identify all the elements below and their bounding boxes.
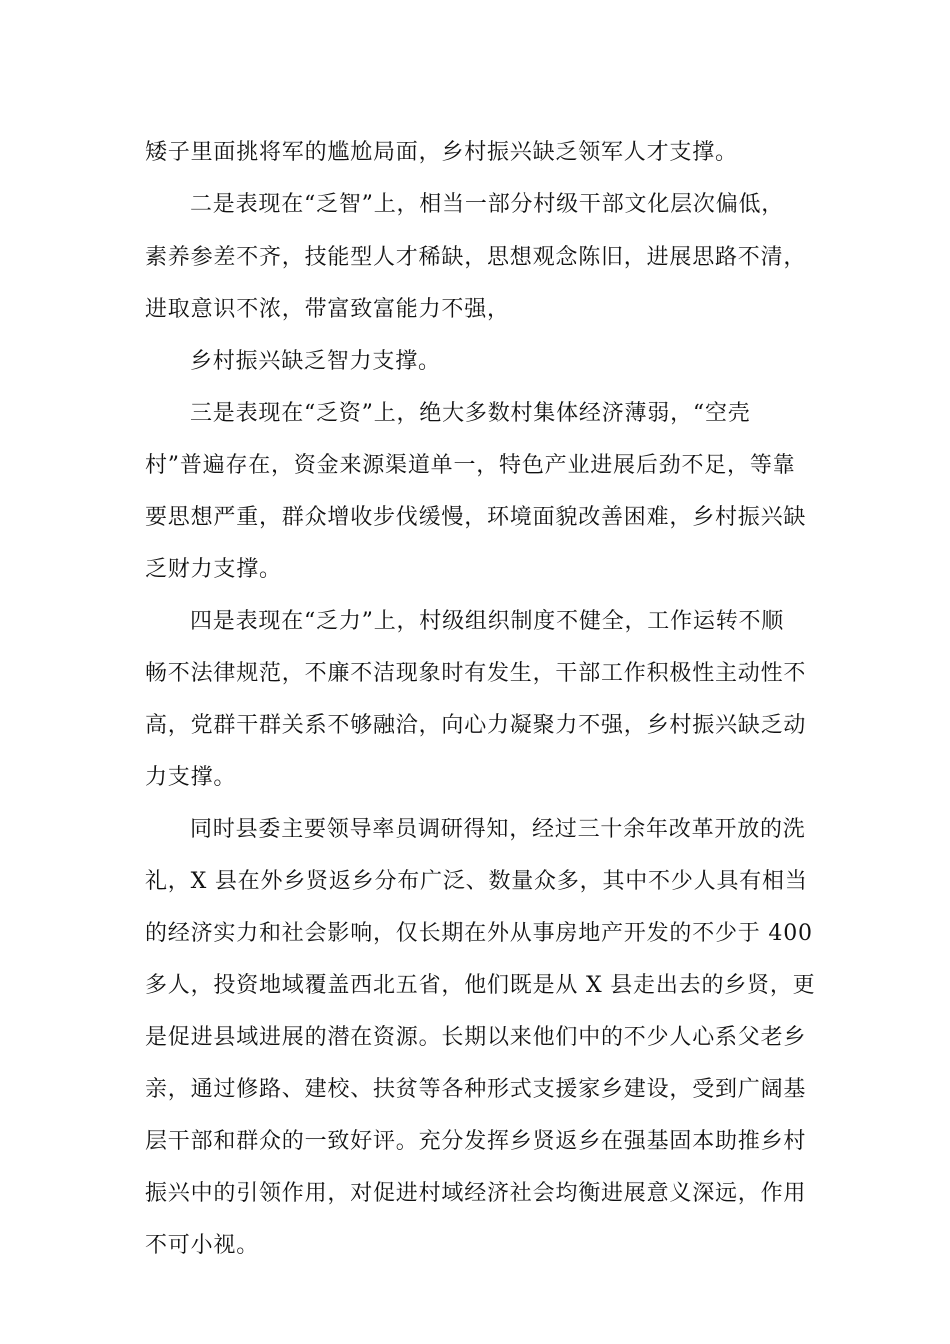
text-line-4: 进取意识不浓，带富致富能力不强， — [145, 297, 510, 322]
text-line-2: 二是表现在“乏智”上，相当一部分村级干部文化层次偏低， — [190, 192, 785, 217]
text-line-3: 素养参差不齐，技能型人才稀缺，思想观念陈旧，进展思路不清， — [145, 245, 807, 270]
text-line-8: 要思想严重，群众增收步伐缓慢，环境面貌改善困难，乡村振兴缺 — [145, 505, 807, 530]
text-line-13: 力支撑。 — [145, 765, 237, 790]
text-line-19: 亲，通过修路、建校、扶贫等各种形式支援家乡建设，受到广阔基 — [145, 1077, 807, 1102]
text-line-1: 矮子里面挑将军的尴尬局面，乡村振兴缺乏领军人才支撑。 — [145, 140, 738, 165]
text-line-11: 畅不法律规范，不廉不洁现象时有发生，干部工作积极性主动性不 — [145, 661, 807, 686]
text-line-5: 乡村振兴缺乏智力支撑。 — [190, 349, 441, 374]
text-line-18: 是促进县域进展的潜在资源。长期以来他们中的不少人心系父老乡 — [145, 1025, 807, 1050]
text-line-16: 的经济实力和社会影响，仅长期在外从事房地产开发的不少于 400 — [145, 921, 813, 946]
text-line-12: 高，党群干群关系不够融洽，向心力凝聚力不强，乡村振兴缺乏动 — [145, 713, 807, 738]
text-line-7: 村”普遍存在，资金来源渠道单一，特色产业进展后劲不足，等靠 — [145, 453, 796, 478]
text-line-21: 振兴中的引领作用，对促进村域经济社会均衡进展意义深远，作用 — [145, 1181, 807, 1206]
text-line-14: 同时县委主要领导率员调研得知，经过三十余年改革开放的洗 — [190, 817, 806, 842]
text-line-20: 层干部和群众的一致好评。充分发挥乡贤返乡在强基固本助推乡村 — [145, 1129, 807, 1154]
text-line-15: 礼，X 县在外乡贤返乡分布广泛、数量众多，其中不少人具有相当 — [145, 869, 808, 894]
text-line-10: 四是表现在“乏力”上，村级组织制度不健全，工作运转不顺 — [190, 609, 785, 634]
text-line-9: 乏财力支撑。 — [145, 557, 282, 582]
text-line-17: 多人，投资地域覆盖西北五省，他们既是从 X 县走出去的乡贤，更 — [145, 973, 816, 998]
text-line-22: 不可小视。 — [145, 1233, 260, 1258]
text-line-6: 三是表现在“乏资”上，绝大多数村集体经济薄弱，“空壳 — [190, 401, 751, 426]
